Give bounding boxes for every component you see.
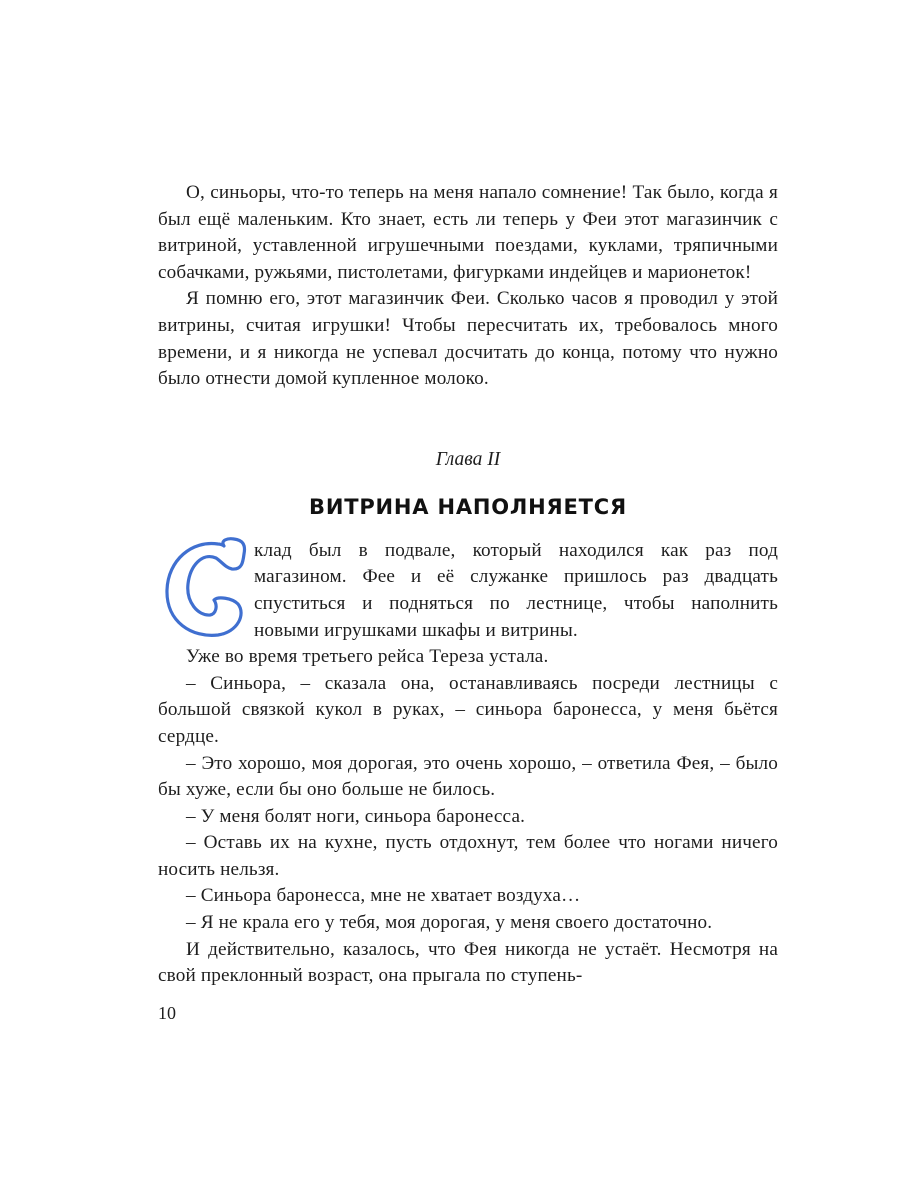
dialogue-fairy-reply: – Это хорошо, моя дорогая, это очень хорошо, – ответила Фея, – было бы хуже, если бы оно больше не билось. <box>158 752 778 801</box>
paragraph-doubt: О, синьоры, что-то теперь на меня напало сомнение! Так было, когда я был ещё маленьким. Кто знает, есть ли теперь у Феи этот магазинчик с витриной, уставленной игрушечными поездами, куклами, тряпичными собачками, ружьями, пистолетами, фигурками индейцев и марионеток! <box>158 182 778 283</box>
dialogue-steal: – Я не крала его у тебя, моя дорогая, у меня своего достаточно. <box>186 912 713 934</box>
paragraph-tereza-tired: Уже во время третьего рейса Тереза устала. <box>186 646 549 668</box>
dialogue-heart: – Синьора, – сказала она, останавливаясь посреди лестницы с большой связкой кукол в руках, – синьора баронесса, у меня бьётся сердце. <box>158 672 778 747</box>
dialogue-air: – Синьора баронесса, мне не хватает воздуха… <box>186 885 581 907</box>
dialogue-legs: – У меня болят ноги, синьора баронесса. <box>186 805 526 827</box>
paragraph-opening: клад был в подвале, который находился как раз под магазином. Фее и её служанке пришлось раз двадцать спуститься и подняться по лестнице, чтобы наполнить новыми игрушками шкафы и витрины. <box>254 539 778 641</box>
paragraph-never-tired: И действительно, казалось, что Фея никогда не устаёт. Несмотря на свой преклонный возраст, она прыгала по ступень- <box>158 938 778 987</box>
chapter-body <box>158 538 778 990</box>
chapter-title: ВИТРИНА НАПОЛНЯЕТСЯ <box>309 494 627 519</box>
book-page <box>158 180 778 990</box>
dialogue-kitchen: – Оставь их на кухне, пусть отдохнут, тем более что ногами ничего носить нельзя. <box>158 832 778 880</box>
paragraph-memory: Я помню его, этот магазинчик Феи. Сколько часов я проводил у этой витрины, считая игрушки! Чтобы пересчитать их, требовалось много времени, и я никогда не успевал досчитать до конца, потому что нужно было отнести домой купленное молоко. <box>158 288 778 390</box>
chapter-label: Глава II <box>435 448 501 470</box>
drop-cap-letter-c-icon <box>162 536 248 640</box>
section-spacer <box>158 393 778 447</box>
drop-cap <box>162 536 248 640</box>
page-number: 10 <box>158 1003 176 1023</box>
